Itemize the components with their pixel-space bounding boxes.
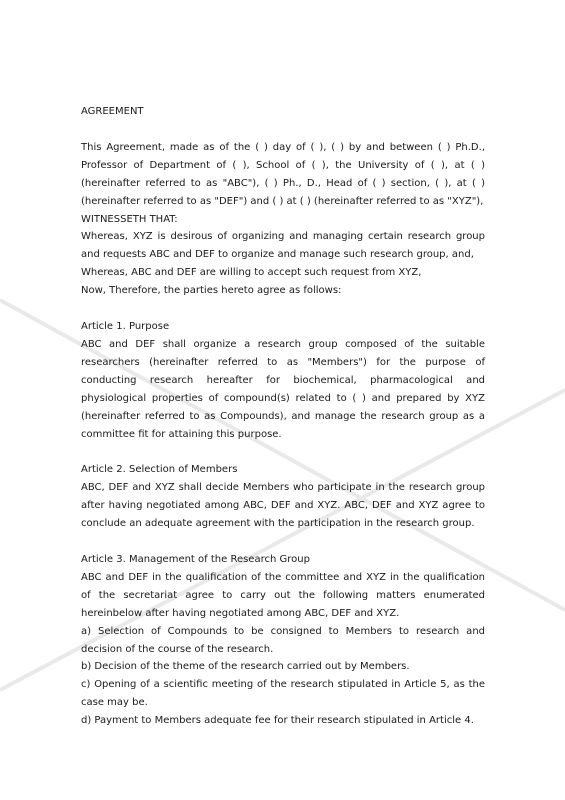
now-therefore-line: Now, Therefore, the parties hereto agree as follows: <box>81 285 342 297</box>
witnesseth-line: WITNESSETH THAT: <box>81 213 178 225</box>
whereas-paragraph-1: Whereas, XYZ is desirous of organizing and managing certain research group and requests ABC and DEF to organize and manage such research group, and, <box>81 231 485 261</box>
article-3-item-c: c) Opening of a scientific meeting of the research stipulated in Article 5, as the case may be. <box>81 679 485 709</box>
article-3-item-d: d) Payment to Members adequate fee for their research stipulated in Article 4. <box>81 715 474 727</box>
preamble-paragraph: This Agreement, made as of the ( ) day of ( ), ( ) by and between ( ) Ph.D., Professor of Department of ( ), School of ( ), the University of ( ), at ( ) (hereinafter referred to as "ABC"), ( ) Ph., D., Head of ( ) section, ( ), at ( ) (hereinafter referred to as "DEF") and ( ) at ( ) (hereinafter referred to as "XYZ"), <box>81 141 485 207</box>
article-2-heading: Article 2. Selection of Members <box>81 464 238 476</box>
spacer <box>81 533 485 551</box>
spacer <box>81 443 485 461</box>
whereas-paragraph-2: Whereas, ABC and DEF are willing to accept such request from XYZ, <box>81 267 422 279</box>
article-3-item-b: b) Decision of the theme of the research carried out by Members. <box>81 661 410 673</box>
document-title: AGREEMENT <box>81 106 144 117</box>
article-3-body: ABC and DEF in the qualification of the committee and XYZ in the qualification of the secretariat agree to carry out the following matters enumerated hereinbelow after having negotiated among ABC, DEF and XYZ. <box>81 571 485 619</box>
article-1-heading: Article 1. Purpose <box>81 321 170 333</box>
article-1-body: ABC and DEF shall organize a research group composed of the suitable researchers (hereinafter referred to as "Members") for the purpose of conducting research hereafter for biochemical, pharmacological and physiological properties of compound(s) related to ( ) and prepared by XYZ (hereinafter referred to as Compounds), and manage the research group as a committee fit for attaining this purpose. <box>81 338 485 440</box>
spacer <box>81 121 485 139</box>
document-body <box>81 103 485 730</box>
article-2-body: ABC, DEF and XYZ shall decide Members who participate in the research group after having negotiated among ABC, DEF and XYZ. ABC, DEF and XYZ agree to conclude an adequate agreement with the participation in the research group. <box>81 482 485 530</box>
spacer <box>81 300 485 318</box>
article-3-heading: Article 3. Management of the Research Group <box>81 554 310 566</box>
article-3-item-a: a) Selection of Compounds to be consigned to Members to research and decision of the course of the research. <box>81 625 485 655</box>
